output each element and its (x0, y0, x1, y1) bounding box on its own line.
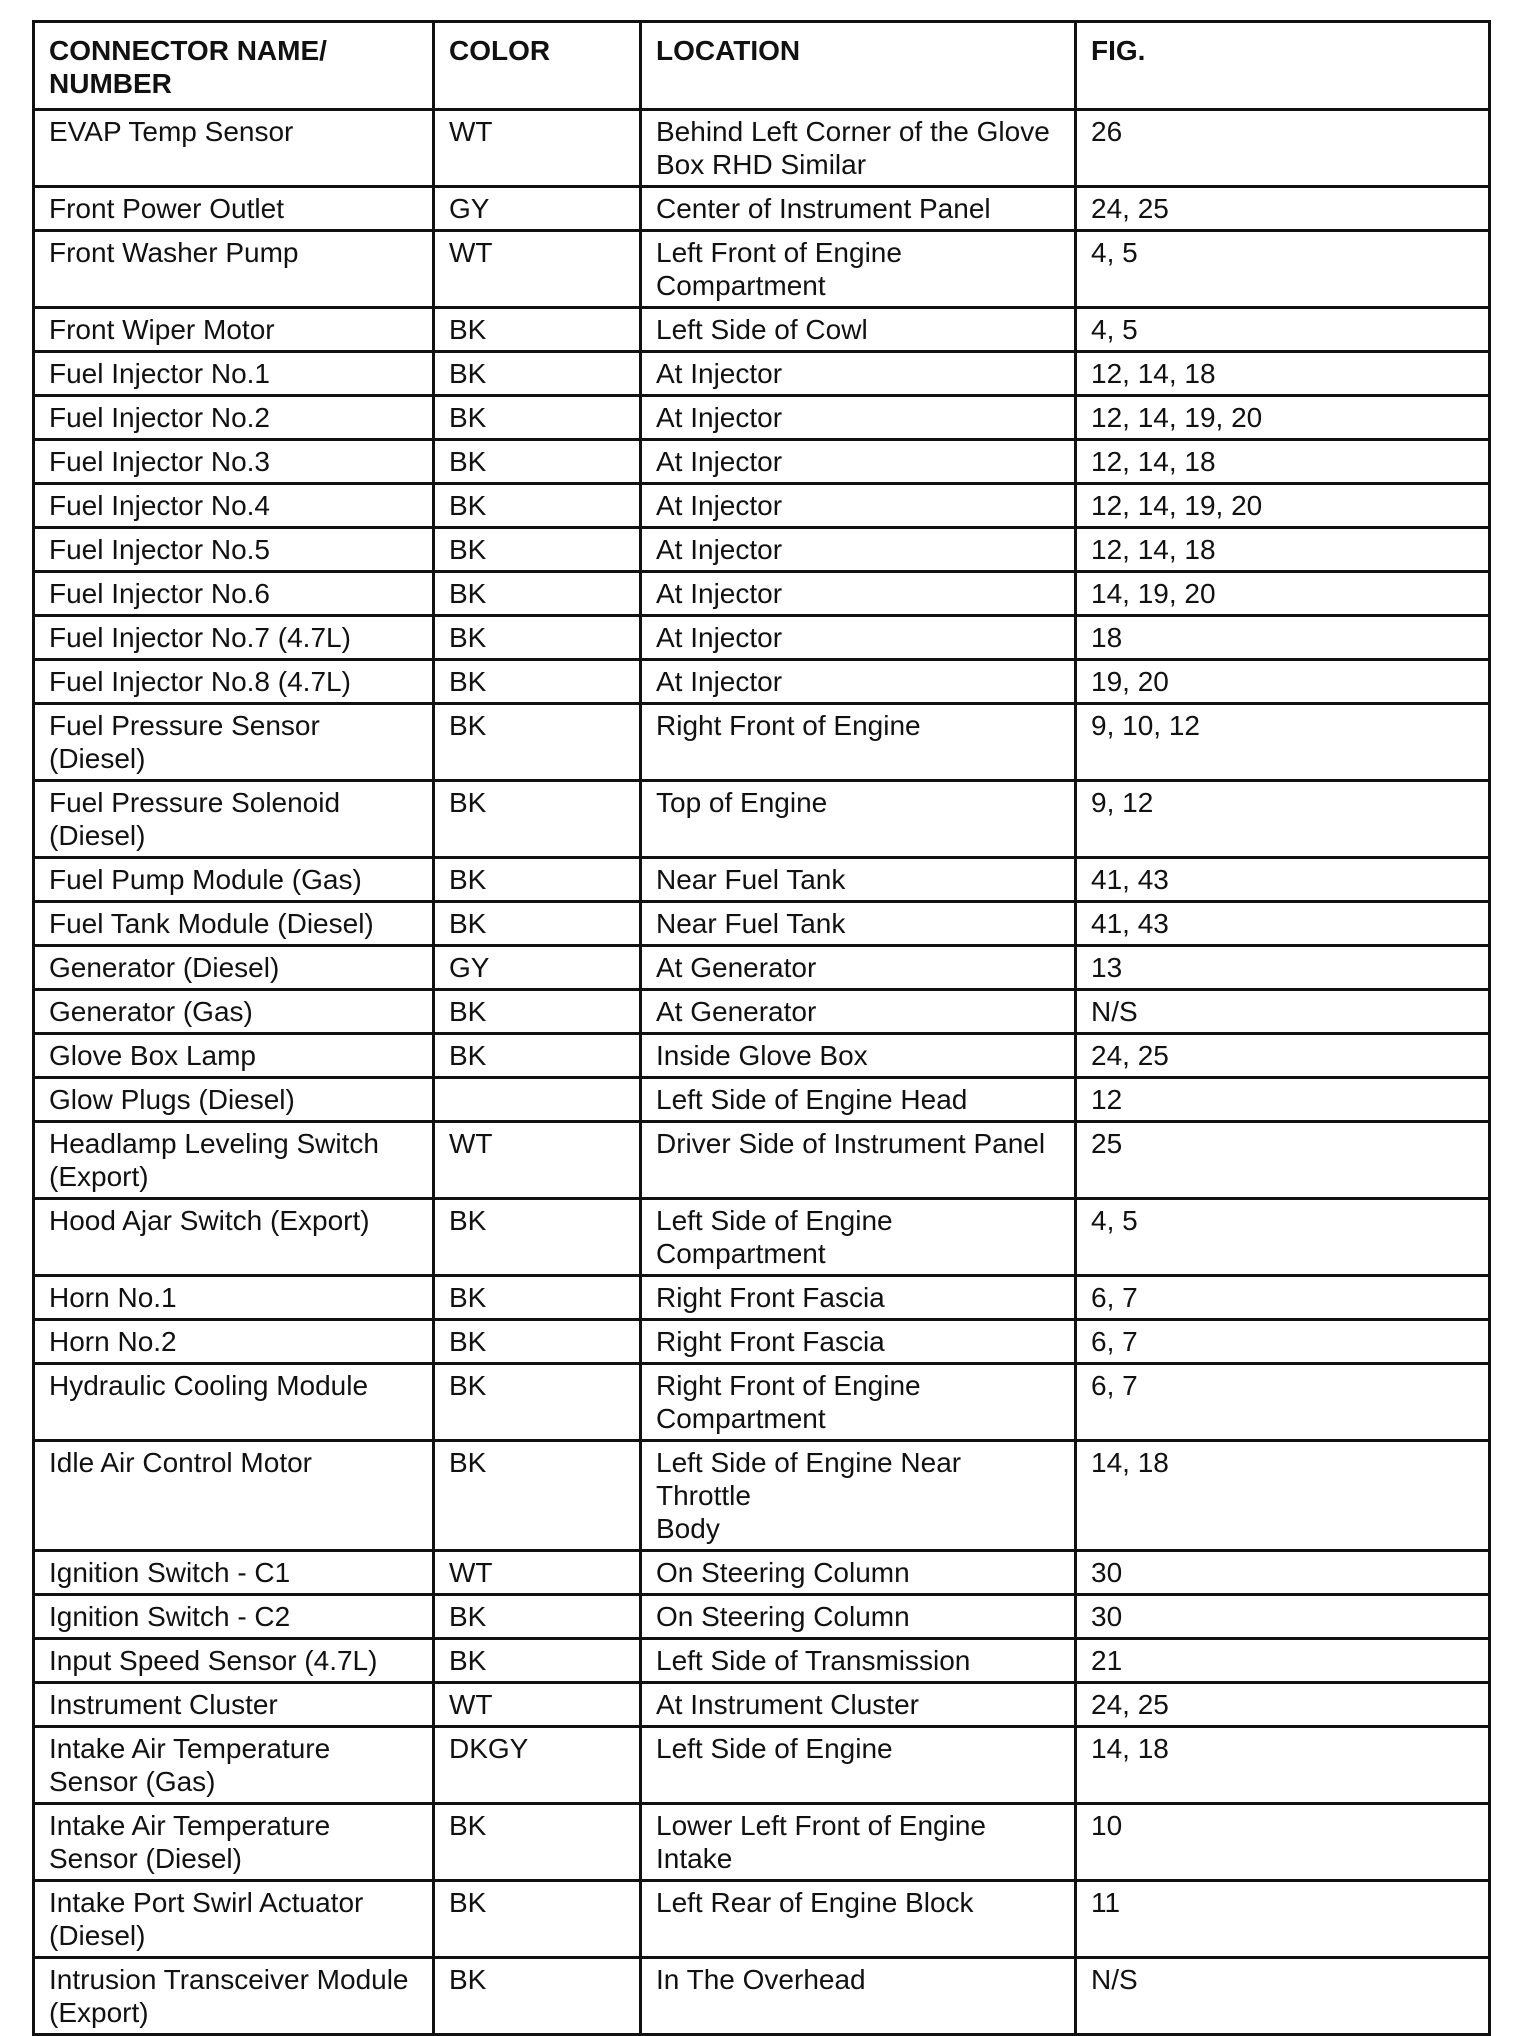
connector-name-cell: Hydraulic Cooling Module (34, 1364, 434, 1441)
color-cell: WT (434, 231, 641, 308)
table-row (34, 187, 1490, 231)
fig-cell: 14, 18 (1076, 1441, 1490, 1551)
table-row (34, 1551, 1490, 1595)
location-cell: At Injector (641, 396, 1076, 440)
header-row (34, 22, 1490, 110)
table-row (34, 1683, 1490, 1727)
fig-cell: 13 (1076, 946, 1490, 990)
fig-cell: 12, 14, 18 (1076, 352, 1490, 396)
table-row (34, 1122, 1490, 1199)
table-row (34, 308, 1490, 352)
color-cell: WT (434, 1551, 641, 1595)
location-cell: Right Front of Engine (641, 704, 1076, 781)
color-cell: BK (434, 1441, 641, 1551)
fig-cell: 14, 18 (1076, 1727, 1490, 1804)
fig-cell: 12, 14, 19, 20 (1076, 484, 1490, 528)
table-row (34, 660, 1490, 704)
fig-cell: 14, 19, 20 (1076, 572, 1490, 616)
table-row (34, 781, 1490, 858)
connector-table (32, 20, 1491, 2036)
color-cell: BK (434, 572, 641, 616)
color-cell: BK (434, 1881, 641, 1958)
table-row (34, 1320, 1490, 1364)
fig-cell: 26 (1076, 110, 1490, 187)
fig-cell: 10 (1076, 1804, 1490, 1881)
fig-cell: N/S (1076, 990, 1490, 1034)
header-connector-name: CONNECTOR NAME/ NUMBER (34, 22, 434, 110)
header-location: LOCATION (641, 22, 1076, 110)
location-cell: At Generator (641, 990, 1076, 1034)
location-cell: Center of Instrument Panel (641, 187, 1076, 231)
color-cell: BK (434, 308, 641, 352)
color-cell: DKGY (434, 1727, 641, 1804)
color-cell: BK (434, 704, 641, 781)
location-cell: Driver Side of Instrument Panel (641, 1122, 1076, 1199)
color-cell: BK (434, 660, 641, 704)
color-cell: BK (434, 1639, 641, 1683)
connector-name-cell: Glow Plugs (Diesel) (34, 1078, 434, 1122)
location-cell: In The Overhead (641, 1958, 1076, 2035)
connector-name-cell: Front Wiper Motor (34, 308, 434, 352)
connector-name-cell: Fuel Tank Module (Diesel) (34, 902, 434, 946)
table-row (34, 352, 1490, 396)
table-header (34, 22, 1490, 110)
location-cell: Right Front Fascia (641, 1320, 1076, 1364)
connector-name-cell: Fuel Pressure Sensor (Diesel) (34, 704, 434, 781)
fig-cell: 24, 25 (1076, 1683, 1490, 1727)
location-cell: Behind Left Corner of the Glove Box RHD Similar (641, 110, 1076, 187)
fig-cell: 4, 5 (1076, 231, 1490, 308)
connector-name-cell: Intake Air Temperature Sensor (Gas) (34, 1727, 434, 1804)
color-cell (434, 1078, 641, 1122)
location-cell: At Injector (641, 616, 1076, 660)
connector-name-cell: Front Power Outlet (34, 187, 434, 231)
connector-name-cell: Fuel Injector No.3 (34, 440, 434, 484)
connector-name-cell: Fuel Injector No.1 (34, 352, 434, 396)
color-cell: GY (434, 946, 641, 990)
fig-cell: 21 (1076, 1639, 1490, 1683)
table-row (34, 1958, 1490, 2035)
color-cell: BK (434, 484, 641, 528)
connector-name-cell: Intake Port Swirl Actuator (Diesel) (34, 1881, 434, 1958)
location-cell: At Injector (641, 528, 1076, 572)
color-cell: BK (434, 1320, 641, 1364)
location-cell: Left Front of Engine Compartment (641, 231, 1076, 308)
location-cell: Near Fuel Tank (641, 858, 1076, 902)
location-cell: Right Front Fascia (641, 1276, 1076, 1320)
table-row (34, 1804, 1490, 1881)
location-cell: Left Side of Transmission (641, 1639, 1076, 1683)
color-cell: BK (434, 616, 641, 660)
connector-name-cell: Generator (Diesel) (34, 946, 434, 990)
location-cell: Inside Glove Box (641, 1034, 1076, 1078)
color-cell: BK (434, 781, 641, 858)
connector-name-cell: Intrusion Transceiver Module (Export) (34, 1958, 434, 2035)
table-row (34, 1441, 1490, 1551)
table-row (34, 1881, 1490, 1958)
connector-name-cell: Ignition Switch - C1 (34, 1551, 434, 1595)
connector-name-cell: Headlamp Leveling Switch (Export) (34, 1122, 434, 1199)
location-cell: Left Rear of Engine Block (641, 1881, 1076, 1958)
table-row (34, 572, 1490, 616)
color-cell: BK (434, 396, 641, 440)
location-cell: Left Side of Engine Head (641, 1078, 1076, 1122)
fig-cell: 12, 14, 18 (1076, 528, 1490, 572)
location-cell: On Steering Column (641, 1551, 1076, 1595)
fig-cell: 41, 43 (1076, 858, 1490, 902)
location-cell: At Injector (641, 484, 1076, 528)
fig-cell: 12, 14, 19, 20 (1076, 396, 1490, 440)
fig-cell: 4, 5 (1076, 308, 1490, 352)
connector-name-cell: Fuel Pump Module (Gas) (34, 858, 434, 902)
fig-cell: 9, 12 (1076, 781, 1490, 858)
fig-cell: 18 (1076, 616, 1490, 660)
connector-name-cell: Fuel Injector No.7 (4.7L) (34, 616, 434, 660)
location-cell: Right Front of Engine Compartment (641, 1364, 1076, 1441)
location-cell: At Injector (641, 352, 1076, 396)
fig-cell: 4, 5 (1076, 1199, 1490, 1276)
color-cell: BK (434, 440, 641, 484)
connector-name-cell: EVAP Temp Sensor (34, 110, 434, 187)
location-cell: At Injector (641, 440, 1076, 484)
color-cell: BK (434, 1199, 641, 1276)
table-row (34, 1364, 1490, 1441)
table-row (34, 1595, 1490, 1639)
location-cell: Lower Left Front of Engine Intake (641, 1804, 1076, 1881)
fig-cell: 6, 7 (1076, 1364, 1490, 1441)
connector-name-cell: Idle Air Control Motor (34, 1441, 434, 1551)
color-cell: WT (434, 1683, 641, 1727)
fig-cell: 11 (1076, 1881, 1490, 1958)
table-row (34, 990, 1490, 1034)
connector-name-cell: Fuel Injector No.2 (34, 396, 434, 440)
fig-cell: 30 (1076, 1595, 1490, 1639)
table-row (34, 1199, 1490, 1276)
connector-name-cell: Generator (Gas) (34, 990, 434, 1034)
fig-cell: 6, 7 (1076, 1320, 1490, 1364)
color-cell: BK (434, 1804, 641, 1881)
fig-cell: 41, 43 (1076, 902, 1490, 946)
table-row (34, 704, 1490, 781)
color-cell: BK (434, 1595, 641, 1639)
connector-name-cell: Fuel Injector No.8 (4.7L) (34, 660, 434, 704)
connector-name-cell: Ignition Switch - C2 (34, 1595, 434, 1639)
connector-name-cell: Intake Air Temperature Sensor (Diesel) (34, 1804, 434, 1881)
header-color: COLOR (434, 22, 641, 110)
table-row (34, 616, 1490, 660)
color-cell: BK (434, 902, 641, 946)
fig-cell: 9, 10, 12 (1076, 704, 1490, 781)
table-row (34, 858, 1490, 902)
location-cell: At Instrument Cluster (641, 1683, 1076, 1727)
color-cell: BK (434, 1364, 641, 1441)
fig-cell: N/S (1076, 1958, 1490, 2035)
color-cell: BK (434, 1034, 641, 1078)
connector-name-cell: Fuel Injector No.5 (34, 528, 434, 572)
connector-name-cell: Fuel Injector No.6 (34, 572, 434, 616)
fig-cell: 6, 7 (1076, 1276, 1490, 1320)
location-cell: Left Side of Cowl (641, 308, 1076, 352)
location-cell: Left Side of Engine (641, 1727, 1076, 1804)
connector-name-cell: Fuel Pressure Solenoid (Diesel) (34, 781, 434, 858)
color-cell: BK (434, 990, 641, 1034)
color-cell: WT (434, 1122, 641, 1199)
connector-name-cell: Input Speed Sensor (4.7L) (34, 1639, 434, 1683)
connector-name-cell: Fuel Injector No.4 (34, 484, 434, 528)
fig-cell: 24, 25 (1076, 187, 1490, 231)
table-body (34, 110, 1490, 2035)
color-cell: BK (434, 858, 641, 902)
fig-cell: 30 (1076, 1551, 1490, 1595)
color-cell: BK (434, 352, 641, 396)
location-cell: At Injector (641, 660, 1076, 704)
fig-cell: 19, 20 (1076, 660, 1490, 704)
table-row (34, 946, 1490, 990)
location-cell: Left Side of Engine Compartment (641, 1199, 1076, 1276)
connector-name-cell: Horn No.2 (34, 1320, 434, 1364)
table-row (34, 1727, 1490, 1804)
fig-cell: 24, 25 (1076, 1034, 1490, 1078)
location-cell: At Injector (641, 572, 1076, 616)
location-cell: On Steering Column (641, 1595, 1076, 1639)
location-cell: Near Fuel Tank (641, 902, 1076, 946)
color-cell: WT (434, 110, 641, 187)
table-row (34, 231, 1490, 308)
fig-cell: 12, 14, 18 (1076, 440, 1490, 484)
connector-name-cell: Hood Ajar Switch (Export) (34, 1199, 434, 1276)
table-row (34, 1639, 1490, 1683)
location-cell: Left Side of Engine Near Throttle Body (641, 1441, 1076, 1551)
table-row (34, 396, 1490, 440)
table-row (34, 440, 1490, 484)
fig-cell: 25 (1076, 1122, 1490, 1199)
color-cell: BK (434, 1958, 641, 2035)
color-cell: BK (434, 528, 641, 572)
table-row (34, 1078, 1490, 1122)
table-row (34, 484, 1490, 528)
connector-name-cell: Instrument Cluster (34, 1683, 434, 1727)
connector-name-cell: Front Washer Pump (34, 231, 434, 308)
location-cell: Top of Engine (641, 781, 1076, 858)
table-row (34, 528, 1490, 572)
table-row (34, 902, 1490, 946)
table-row (34, 1034, 1490, 1078)
connector-name-cell: Glove Box Lamp (34, 1034, 434, 1078)
connector-name-cell: Horn No.1 (34, 1276, 434, 1320)
table-row (34, 1276, 1490, 1320)
location-cell: At Generator (641, 946, 1076, 990)
color-cell: GY (434, 187, 641, 231)
fig-cell: 12 (1076, 1078, 1490, 1122)
table-row (34, 110, 1490, 187)
color-cell: BK (434, 1276, 641, 1320)
header-fig: FIG. (1076, 22, 1490, 110)
